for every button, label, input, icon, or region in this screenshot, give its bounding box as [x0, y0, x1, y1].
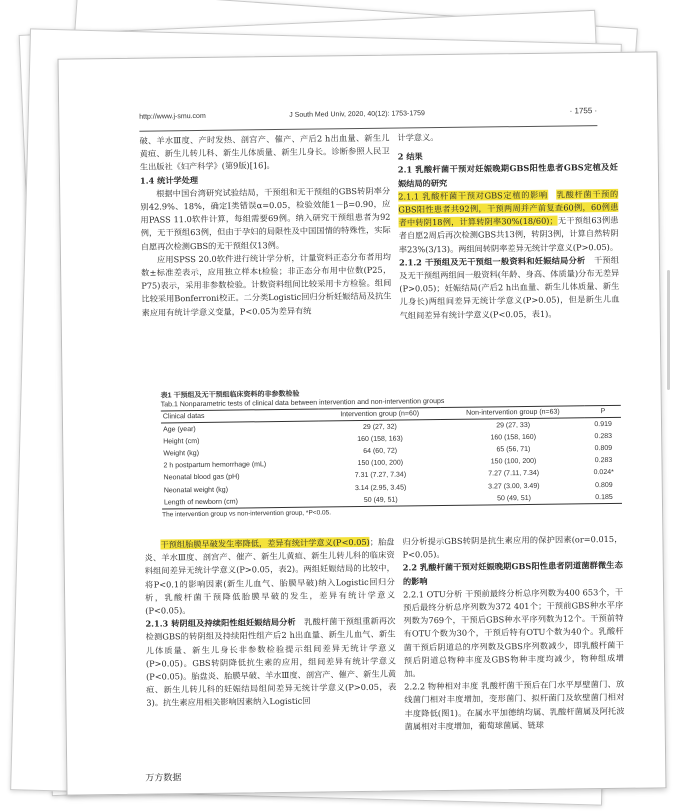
table-caption-cn: 表1 干预组及无干预组临床资料的非参数检验 — [160, 390, 300, 400]
column-header: Clinical datas — [161, 409, 319, 423]
paragraph: 应用SPSS 20.0软件进行统计学分析，计量资料正态分布者用均数±标准差表示，应用独立样本t检验；非正态分布用中位数(P25，P75)表示，采用非参数检验。计数资料组间比较采用卡方检验。组间比较采用Bonferroni校正。二分类Logistic回归分析妊娠结局及抗生素应用有统计学意义变量，P<0.05为差异有统 — [141, 251, 392, 318]
right-column-bottom — [402, 533, 624, 734]
paragraph — [145, 615, 396, 710]
table-cell: 0.919 — [594, 420, 612, 428]
table-note: The intervention group vs non-intervention group, *P<0.05. — [162, 509, 332, 519]
table-cell: 3.27 (3.00, 3.49) — [488, 482, 540, 490]
table-cell: 7.31 (7.27, 7.34) — [354, 471, 407, 480]
table-cell: 150 (100, 200) — [490, 458, 537, 466]
table-cell: Neonatal weight (kg) — [163, 486, 229, 494]
table-cell: 0.809 — [595, 481, 613, 489]
paragraph-highlighted — [144, 536, 395, 618]
table-cell: 0.185 — [586, 491, 622, 504]
scrollbar[interactable] — [667, 270, 670, 390]
document-page — [58, 51, 667, 795]
table-cell: 50 (49, 51) — [442, 491, 586, 505]
table-cell: 7.27 (7.11, 7.34) — [488, 470, 540, 478]
table-cell: 64 (60, 72) — [363, 447, 398, 455]
table-cell: 3.14 (2.95, 3.45) — [354, 483, 407, 492]
right-column-top — [397, 129, 619, 323]
column-header: P — [585, 405, 621, 417]
paragraph-rest: ；胎盘炎、羊水Ⅲ度、剖宫产、催产、新生儿黄疸、新生儿转儿科的临床资料组间差异无统计学意义(P>0.05，表2)。两组妊娠结局的比较中，将P<0.1的影响因素(新生儿血气、胎膜早破)纳入Logistic回归分析，乳酸杆菌干预降低胎膜早破的发生，差异有统计学意义(P<0.05)。 — [144, 536, 396, 616]
paragraph: 归分析提示GBS转阴是抗生素应用的保护因素(or=0.015，P<0.05)。 — [402, 533, 623, 560]
table-cell: 0.283 — [594, 457, 613, 465]
paragraph: 破、羊水Ⅲ度、产时发热、剖宫产、催产、产后2 h出血量、新生儿黄疸、新生儿转儿科、新生儿体质量、新生儿身长。诊断参照人民卫生出版社《妇产科学》(第9版)[16]。 — [139, 132, 390, 173]
table-cell: 0.024* — [593, 469, 614, 477]
table-cell: 50 (49, 51) — [320, 493, 442, 507]
header-url[interactable]: http://www.j-smu.com — [139, 112, 206, 121]
footer-watermark: 万方数据 — [145, 772, 182, 783]
highlight-text: 干预组胎膜早破发生率降低，差异有统计学意义(P<0.05) — [160, 536, 370, 550]
highlight-title: 2.1.1 乳酸杆菌干预对GBS定植的影响 — [398, 189, 548, 202]
left-column-top — [139, 132, 391, 320]
paragraph: 根据中国台湾研究试验结局，干预组和无干预组的GBS转阴率分别42.9%、18%，确定Ⅰ类错误α=0.05，检验效能1－β=0.90，应用PASS 11.0软件计算，每组需要69例。纳入研究干预组患者为92例，无干预组63例，但由于孕妇的局限性及中国国情的特殊性，实际自愿再次检测GBS的无干预组仅13例。 — [140, 185, 391, 252]
paragraph: 计学意义。 — [397, 132, 439, 143]
column-header: Non-intervention group (n=63) — [441, 406, 585, 420]
table-cell: 160 (158, 160) — [490, 433, 537, 442]
paragraph-text: 乳酸杆菌干预组重新再次检测GBS的转阴组及持续阳性组产后2 h出血量、新生儿血气、新生儿体质量、新生儿身长非参数检验提示组间差异无统计学意义(P>0.05)。GBS转阴降低抗生素的应用，组间差异有统计学意义(P<0.05)。胎盘炎、胎膜早破、羊水Ⅲ度、剖宫产、催产、新生儿黄疸、新生儿转儿科的妊娠结局组间差异无统计学意义(P>0.05，表3)。抗生素应用相关影响因素纳入Logistic回 — [145, 615, 397, 709]
table-cell: Length of newborn (cm) — [162, 495, 320, 510]
table-cell: 150 (100, 200) — [357, 459, 404, 468]
table-cell: 160 (158, 163) — [357, 435, 403, 443]
section-heading-2-1-2: 2.1.2 干预组及无干预组一般资料和妊娠结局分析 — [398, 255, 586, 268]
paragraph: 2.2.1 OTU分析 干预前最终分析总序列数为400 653个，干预后最终分析总序列数为372 401个；干预前GBS种水平序列数为769个，干预后GBS种水平序列数为12个。干预前特有OTU个数为30个，干预后特有OTU个数为40个。乳酸杆菌干预后阴道总的序列数及GBS序列数减少，即乳酸杆菌干预后阴道总物种丰度及GBS物种丰度均减少，物种组成增加。 — [403, 586, 624, 679]
table-cell: 29 (27, 32) — [362, 423, 397, 431]
column-header: Intervention group (n=60) — [318, 408, 440, 421]
table-caption-en: Tab.1 Nonparametric tests of clinical data between intervention and non-intervention groups — [160, 397, 445, 409]
header-journal: J South Med Univ, 2020, 40(12): 1753-1759 — [289, 110, 425, 119]
table-cell: 0.283 — [594, 432, 613, 440]
table-cell: Age (year) — [163, 425, 196, 434]
paragraph — [399, 254, 620, 323]
section-heading-2-1-3: 2.1.3 转阴组及持续阳性组妊娠结局分析 — [145, 617, 296, 629]
data-table — [161, 405, 622, 510]
section-heading-1-4: 1.4 统计学处理 — [139, 174, 199, 186]
section-heading-2-2: 2.2 乳酸杆菌干预对妊娠晚期GBS阳性患者阴道菌群微生态的影响 — [402, 560, 623, 587]
table-cell: Neonatal blood gas (pH) — [163, 473, 240, 482]
left-column-bottom — [144, 536, 396, 711]
page-header — [139, 53, 598, 121]
paragraph-rest: 无干预组63例患者自愿2周后再次检测GBS共13例，转阴3例，计算自然转阴率23%(3/13)。两组间转阴率差异无统计学意义(P>0.05)。 — [398, 215, 619, 255]
paragraph-text: 干预组及无干预组两组间一般资料(年龄、身高、体质量)分布无差异(P>0.05)；妊娠结局(产后2 h出血量、新生儿体质量、新生儿身长)两组间差异无统计学意义(P>0.05)，但是新生儿血气组间差异有统计学意义(P<0.05，表1)。 — [399, 254, 620, 321]
table-body — [161, 417, 622, 509]
table-cell: 2 h postpartum hemorrhage (mL) — [163, 461, 267, 470]
paragraph-highlighted — [398, 188, 619, 257]
table-cell: 29 (27, 33) — [496, 421, 531, 429]
table-cell: Height (cm) — [163, 437, 200, 446]
table-cell: Weight (kg) — [163, 449, 200, 458]
section-heading-2: 2 结果 — [397, 151, 423, 162]
paragraph: 2.2.2 物种相对丰度 乳酸杆菌干预后在门水平厚壁菌门、放线菌门相对丰度增加，变形菌门、拟杆菌门及软壁菌门相对丰度降低(图1)。在属水平加德纳均属、乳酸杆菌属及阿托波菌属相对丰度增加，葡萄球菌属、链球 — [404, 679, 625, 732]
page-number: · 1755 · — [569, 106, 598, 116]
table-cell: 0.809 — [594, 444, 613, 453]
table-cell: 65 (56, 71) — [496, 445, 531, 454]
section-heading-2-1: 2.1 乳酸杆菌干预对妊娠晚期GBS阳性患者GBS定植及妊娠结局的研究 — [397, 162, 618, 189]
highlight-text: 乳酸杆菌干预的GBS阳性患者共92例，干预两周并产前复查60例，60例患者中转阴18例，计算转阴率30%(18/60)； — [398, 188, 619, 228]
table-1 — [161, 385, 623, 519]
